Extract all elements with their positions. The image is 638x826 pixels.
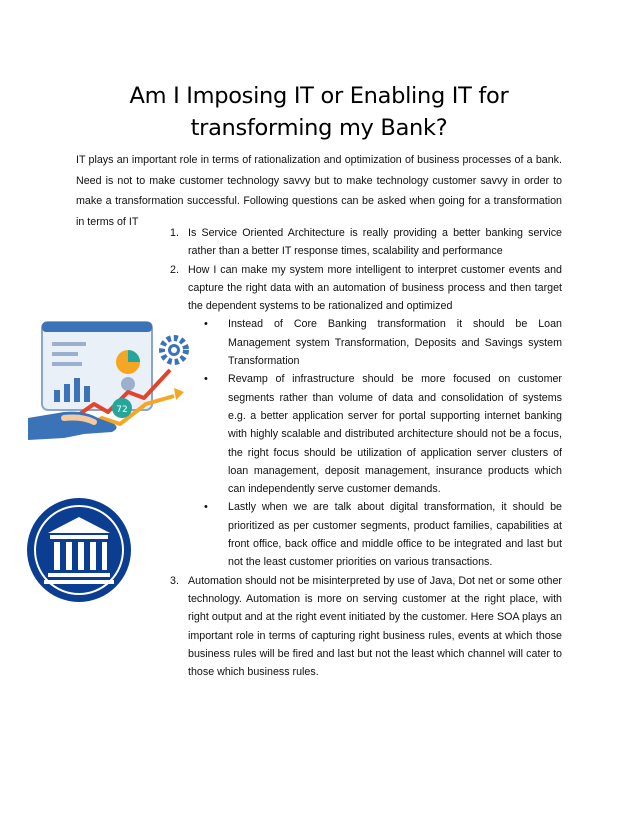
list-item-text: Is Service Oriented Architecture is really providing a better banking service rather than a better IT response times, scalability and performance bbox=[188, 227, 562, 258]
list-number: 2. bbox=[170, 263, 179, 276]
title-line-1: Am I Imposing IT or Enabling IT for bbox=[129, 83, 509, 109]
list-item bbox=[148, 261, 562, 572]
questions-list bbox=[148, 224, 562, 681]
sub-bullet-list bbox=[188, 315, 562, 571]
bullet-icon: • bbox=[204, 373, 208, 386]
list-number: 3. bbox=[170, 574, 179, 587]
intro-paragraph: IT plays an important role in terms of rationalization and optimization of business processes of a bank. Need is not to make customer technology savvy but to make technology customer savvy in order to make a transformation successful. Following questions can be asked when going for a transformation in terms of IT bbox=[76, 154, 562, 228]
document-title bbox=[60, 80, 578, 144]
list-item bbox=[148, 572, 562, 682]
bullet-text: Instead of Core Banking transformation it should be Loan Management system Transformation, Deposits and Savings system Transformation bbox=[228, 318, 562, 368]
bullet-text: Lastly when we are talk about digital transformation, it should be prioritized as per customer segments, product families, capabilities at front office, back office and middle office to be integrated and last but not the least customer priorities on various transactions. bbox=[228, 501, 562, 569]
list-item-text: Automation should not be misinterpreted by use of Java, Dot net or some other technology. Automation is more on serving customer at the right place, with right output and at the right event initiated by the customer. Here SOA plays an important role in terms of capturing right business rules, events at which those business rules will be fired and last but not the least which channel will cater to those which business rules. bbox=[188, 574, 562, 679]
bullet-item bbox=[188, 315, 562, 370]
bullet-icon: • bbox=[204, 318, 208, 331]
bullet-item bbox=[188, 370, 562, 498]
list-item bbox=[148, 224, 562, 261]
list-item-text: How I can make my system more intelligent to interpret customer events and capture the right data with an automation of business process and then target the dependent systems to be rationalized and optimized bbox=[188, 263, 562, 313]
title-line-2: transforming my Bank? bbox=[190, 115, 448, 141]
gauge-value: 72 bbox=[116, 405, 128, 415]
bullet-text: Revamp of infrastructure should be more focused on customer segments rather than volume of data and consolidation of systems e.g. a better application server for portal supporting internet banking with highly scalable and distributed architecture should not be a focus, the right focus should be utilization of application server clusters of loan management, deposit management, insurance products which can independently serve customer demands. bbox=[228, 373, 562, 496]
bank-building-icon bbox=[24, 495, 134, 605]
bullet-item bbox=[188, 498, 562, 571]
list-number: 1. bbox=[170, 227, 179, 239]
bullet-icon: • bbox=[204, 501, 208, 514]
